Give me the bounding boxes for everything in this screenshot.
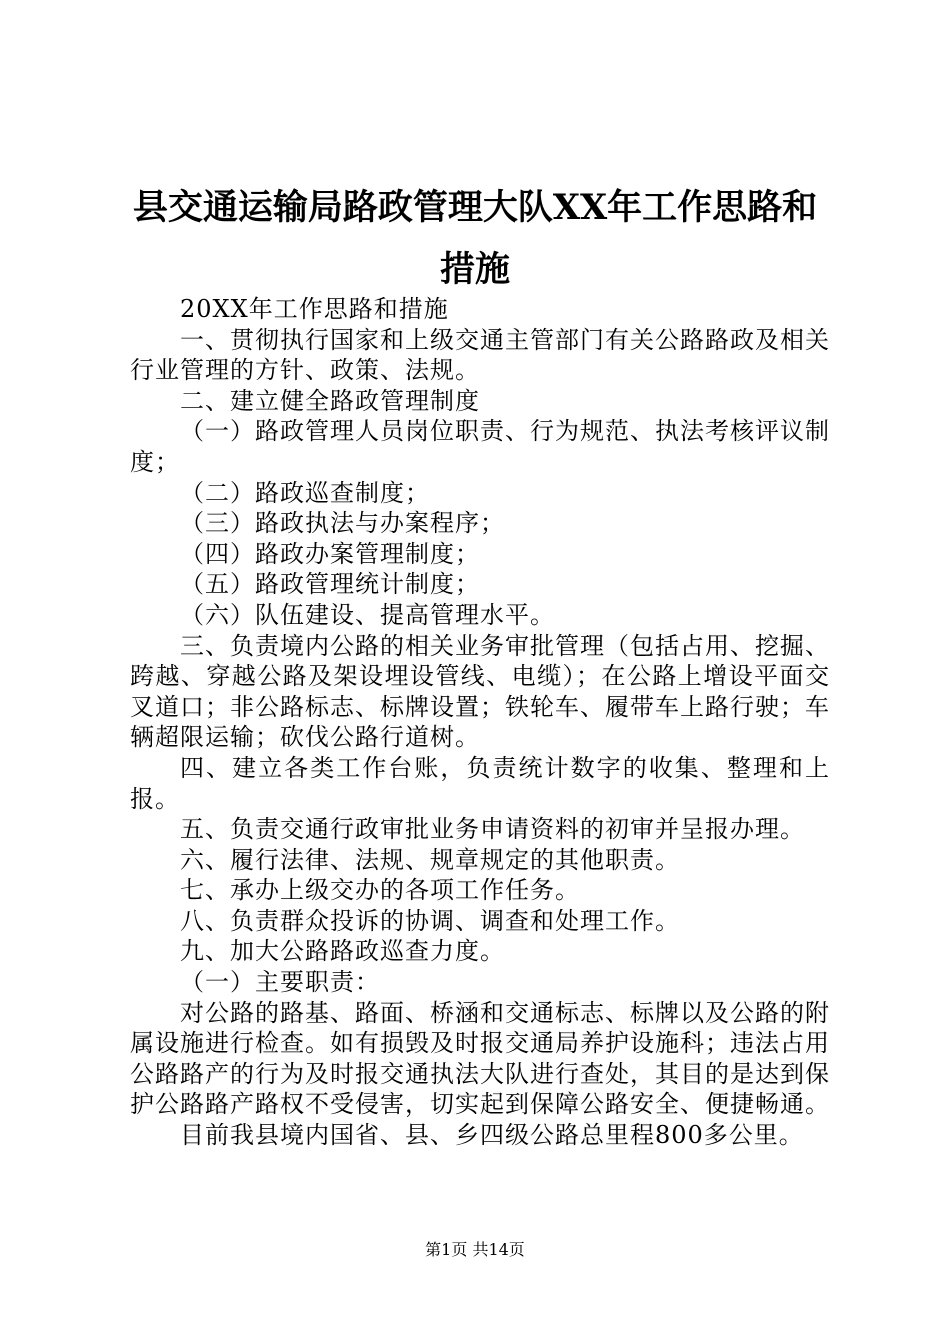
paragraph-item-4: 四、建立各类工作台账，负责统计数字的收集、整理和上报。 (130, 753, 830, 813)
paragraph-mileage: 目前我县境内国省、县、乡四级公路总里程800多公里。 (180, 1121, 804, 1150)
document-title-line2: 措施 (439, 249, 510, 290)
paragraph-sub-3: （三）路政执法与办案程序； (180, 509, 505, 538)
paragraph-heading: 20XX年工作思路和措施 (180, 295, 449, 323)
paragraph-sub-5: （五）路政管理统计制度； (180, 570, 480, 599)
paragraph-item-9: 九、加大公路路政巡查力度。 (180, 937, 505, 966)
paragraph-sub-2: （二）路政巡查制度； (180, 478, 430, 507)
paragraph-item-8: 八、负责群众投诉的协调、调查和处理工作。 (180, 906, 680, 935)
paragraph-item-5: 五、负责交通行政审批业务申请资料的初审并呈报办理。 (180, 815, 805, 844)
document-title-line1: 县交通运输局路政管理大队XX年工作思路和 (132, 187, 818, 228)
paragraph-item-7: 七、承办上级交办的各项工作任务。 (180, 876, 580, 905)
paragraph-duties-detail: 对公路的路基、路面、桥涵和交通标志、标牌以及公路的附属设施进行检查。如有损毁及时报交通局养护设施科；违法占用公路路产的行为及时报交通执法大队进行查处，其目的是达到保护公路路产路权不受侵害，切实起到保障公路安全、便捷畅通。 (130, 998, 830, 1119)
paragraph-sub-6: （六）队伍建设、提高管理水平。 (180, 600, 555, 629)
paragraph-sub-1: （一）路政管理人员岗位职责、行为规范、执法考核评议制度； (130, 417, 830, 476)
document-body (130, 294, 830, 1151)
page-number-footer: 第1页 共14页 (425, 1240, 525, 1259)
paragraph-item-2: 二、建立健全路政管理制度 (180, 386, 480, 415)
paragraph-item-3: 三、负责境内公路的相关业务审批管理（包括占用、挖掘、跨越、穿越公路及架设埋设管线、电缆）；在公路上增设平面交叉道口；非公路标志、标牌设置；铁轮车、履带车上路行驶；车辆超限运输；砍伐公路行道树。 (130, 631, 830, 752)
paragraph-item-6: 六、履行法律、法规、规章规定的其他职责。 (180, 845, 680, 874)
paragraph-item-1: 一、贯彻执行国家和上级交通主管部门有关公路路政及相关行业管理的方针、政策、法规。 (130, 325, 830, 385)
paragraph-sub-4: （四）路政办案管理制度； (180, 539, 480, 568)
paragraph-sub-main-duties: （一）主要职责： (180, 968, 380, 997)
